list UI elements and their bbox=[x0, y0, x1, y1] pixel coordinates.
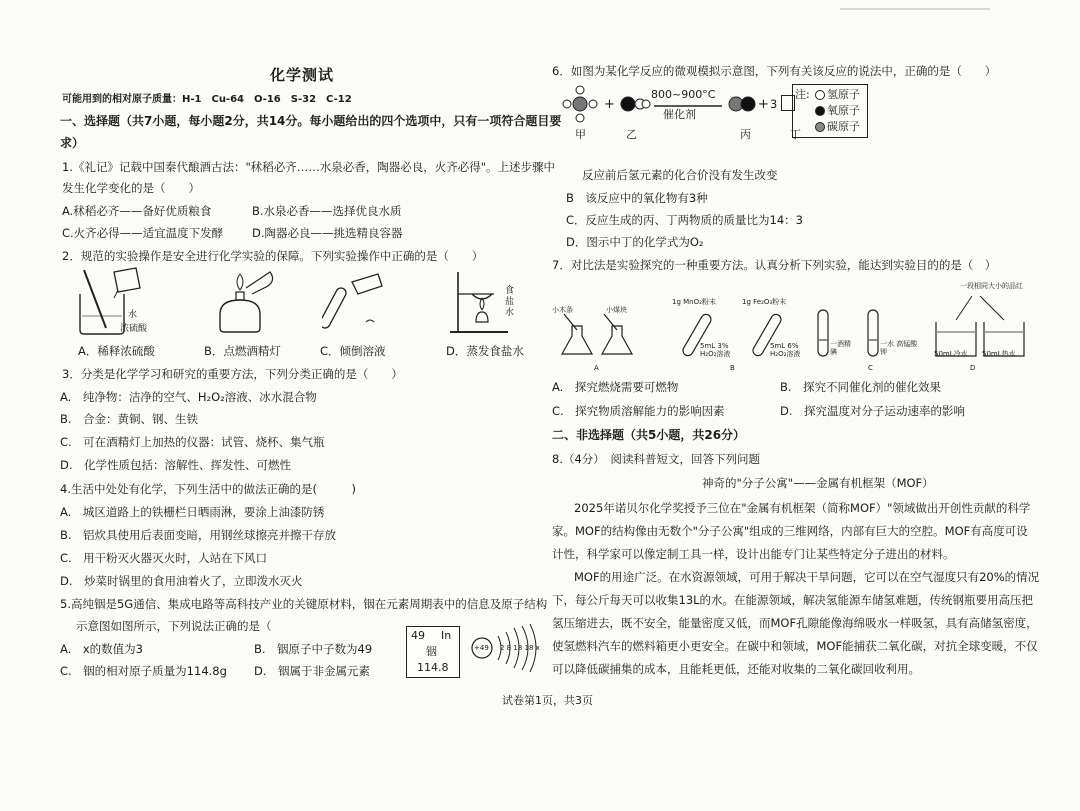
q5-option-d: D. 铟属于非金属元素 bbox=[254, 664, 371, 678]
q1-stem: 1.《礼记》记载中国秦代酿酒古法："秫稻必齐……水泉必香，陶器必良，火齐必得"。上述步骤中 bbox=[62, 160, 556, 174]
fig-label-acid: 浓硫酸 bbox=[120, 324, 148, 334]
fig-b-label-3pct: 5mL 3% H₂O₂溶液 bbox=[700, 342, 731, 358]
section2-heading: 二、非选择题（共5小题，共26分） bbox=[552, 428, 746, 442]
scan-artifact bbox=[840, 8, 990, 10]
fig-caption-b: B bbox=[730, 364, 735, 372]
article-p2-line4: 使氢燃料汽车的燃料箱更小更安全。在碳中和领域，MOF能捕获二氧化碳，对抗全球变暖，不仅 bbox=[552, 639, 1038, 653]
fig-label-salt-water: 食盐水 bbox=[505, 286, 515, 318]
q4-option-d: D. 炒菜时锅里的食用油着火了，立即泼水灭火 bbox=[60, 574, 303, 588]
reaction-condition-temp: 800~900°C bbox=[651, 88, 716, 101]
reaction-condition-catalyst: 催化剂 bbox=[663, 108, 696, 121]
legend-c-label: 碳原子 bbox=[827, 120, 860, 133]
q1-option-b: B.水泉必香——选择优良水质 bbox=[252, 204, 402, 218]
atom-shells: 2 8 18 18 x bbox=[500, 644, 540, 652]
fig-c-label-water: 一水 高锰酸钾 bbox=[880, 340, 918, 356]
label-ding: 丁 bbox=[790, 128, 801, 141]
legend-c-icon bbox=[815, 122, 825, 132]
q3-option-d: D. 化学性质包括：溶解性、挥发性、可燃性 bbox=[60, 458, 292, 472]
page-footer: 试卷第1页，共3页 bbox=[502, 694, 593, 707]
article-p2-line5: 可以降低碳捕集的成本，且能耗更低，还能对收集的二氧化碳回收利用。 bbox=[552, 662, 920, 676]
q4-option-c: C. 用干粉灭火器灭火时，人站在下风口 bbox=[60, 551, 268, 565]
article-p2-line2: 下，每公斤每天可以收集13L的水。在能源领域，解决氢能源车储氢难题，传统钢瓶要用高压把 bbox=[552, 593, 1034, 607]
element-symbol: In bbox=[441, 629, 452, 642]
q6-option-c: C．反应生成的丙、丁两物质的质量比为14：3 bbox=[566, 213, 803, 227]
q7-option-b: B. 探究不同催化剂的催化效果 bbox=[780, 380, 942, 394]
q2-stem: 2．规范的实验操作是安全进行化学实验的保障。下列实验操作中正确的是（ ） bbox=[62, 249, 484, 263]
legend-h-label: 氢原子 bbox=[827, 88, 860, 101]
fig-b-label-fe2o3: 1g Fe₂O₃粉末 bbox=[742, 298, 787, 306]
element-number: 49 bbox=[411, 629, 425, 642]
q6-option-b: B 该反应中的氧化物有3种 bbox=[566, 191, 708, 205]
fig-alcohol-lamp bbox=[210, 270, 280, 338]
element-mass: 114.8 bbox=[417, 661, 449, 674]
atom-nucleus: +49 bbox=[474, 644, 489, 652]
fig-b-label-mno2: 1g MnO₂粉末 bbox=[672, 298, 716, 306]
fig-caption-c: C bbox=[868, 364, 873, 372]
fig-caption-a: A bbox=[594, 364, 599, 372]
fig-d-label-hot: 50mL热水 bbox=[982, 350, 1016, 358]
legend-o-icon bbox=[815, 106, 825, 116]
q5-stem: 5.高纯铟是5G通信、集成电路等高科技产业的关键原材料，铟在元素周期表中的信息及原子结构 bbox=[60, 597, 548, 611]
legend-box bbox=[792, 84, 868, 138]
q6-option-a: 反应前后氢元素的化合价没有发生改变 bbox=[582, 168, 778, 182]
q1-stem-cont: 发生化学变化的是（ ） bbox=[62, 181, 200, 195]
q7-option-d: D. 探究温度对分子运动速率的影响 bbox=[780, 404, 966, 418]
q7-option-a: A. 探究燃烧需要可燃物 bbox=[552, 380, 679, 394]
fig-a-label-coal: 小煤块 bbox=[606, 306, 627, 314]
label-jia: 甲 bbox=[575, 128, 586, 141]
q5-option-a: A. x的数值为3 bbox=[60, 642, 143, 656]
q2-option-a: A．稀释浓硫酸 bbox=[78, 344, 155, 358]
fig-a-label-wood: 小木条 bbox=[552, 306, 573, 314]
reaction-coefficient: 3 bbox=[770, 97, 778, 111]
article-p1-line3: 计性，科学家可以像定制工具一样，设计出能专门让某些特定分子进出的材料。 bbox=[552, 547, 955, 561]
q6-option-d: D．图示中丁的化学式为O₂ bbox=[566, 235, 704, 249]
q7-option-c: C. 探究物质溶解能力的影响因素 bbox=[552, 404, 725, 418]
section1-heading: 一、选择题（共7小题，每小题2分，共14分。每小题给出的四个选项中，只有一项符合题目要 bbox=[60, 114, 562, 128]
q3-option-c: C. 可在酒精灯上加热的仪器：试管、烧杯、集气瓶 bbox=[60, 435, 325, 449]
fig-c-label-ethanol: 一酒精 碘 bbox=[830, 340, 851, 356]
q7-stem: 7．对比法是实验探究的一种重要方法。认真分析下列实验，能达到实验目的的是（ ） bbox=[552, 258, 997, 272]
q2-option-b: B．点燃酒精灯 bbox=[204, 344, 281, 358]
q5-option-b: B. 铟原子中子数为49 bbox=[254, 642, 373, 656]
fig-label-water: 水 bbox=[128, 310, 138, 320]
section1-heading-cont: 求） bbox=[60, 136, 85, 150]
q1-option-a: A.秫稻必齐——备好优质粮食 bbox=[62, 204, 212, 218]
q2-option-d: D．蒸发食盐水 bbox=[446, 344, 524, 358]
legend-title: 注: bbox=[795, 88, 810, 101]
q8-stem: 8.（4分） 阅读科普短文，回答下列问题 bbox=[552, 452, 761, 466]
q5-option-c: C. 铟的相对原子质量为114.8g bbox=[60, 664, 227, 678]
legend-h-icon bbox=[815, 90, 825, 100]
svg-text:+: + bbox=[758, 97, 769, 112]
q3-option-b: B. 合金：黄铜、钢、生铁 bbox=[60, 412, 199, 426]
article-p2-line3: 氢压缩进去，既不安全，能量密度又低，而MOF孔隙能像海绵吸水一样吸氢，具有高储氢密度， bbox=[552, 616, 1038, 630]
periodic-cell bbox=[406, 626, 460, 678]
fig-d-label-cold: 50mL冷水 bbox=[934, 350, 968, 358]
article-p1-line2: 家。MOF的结构像由无数个"分子公寓"组成的三维网络，内部有巨大的空腔。MOF有高度可设 bbox=[552, 524, 1028, 538]
q6-stem: 6．如图为某化学反应的微观模拟示意图，下列有关该反应的说法中，正确的是（ ） bbox=[552, 64, 997, 78]
legend-o-label: 氧原子 bbox=[827, 104, 860, 117]
article-p1-line1: 2025年诺贝尔化学奖授予三位在"金属有机框架（简称MOF）"领域做出开创性贡献的科学 bbox=[574, 501, 1031, 515]
q1-option-d: D.陶器必良——挑选精良容器 bbox=[252, 226, 403, 240]
q2-option-c: C．倾倒溶液 bbox=[320, 344, 386, 358]
fig-pour-solution bbox=[322, 272, 392, 336]
q1-option-c: C.火齐必得——适宜温度下发酵 bbox=[62, 226, 224, 240]
article-title: 神奇的"分子公寓"——金属有机框架（MOF） bbox=[702, 476, 934, 490]
q3-stem: 3．分类是化学学习和研究的重要方法，下列分类正确的是（ ） bbox=[62, 367, 403, 381]
fig-b-label-6pct: 5mL 6% H₂O₂溶液 bbox=[770, 342, 801, 358]
q4-stem: 4.生活中处处有化学，下列生活中的做法正确的是( ) bbox=[60, 482, 356, 496]
article-p2-line1: MOF的用途广泛。在水资源领域，可用于解决干旱问题，它可以在空气湿度只有20%的情况 bbox=[574, 570, 1040, 584]
fig-evaporate bbox=[448, 268, 528, 338]
q4-option-b: B. 铝炊具使用后表面变暗，用钢丝球擦亮并擦干存放 bbox=[60, 528, 337, 542]
q4-option-a: A. 城区道路上的铁栅栏日晒雨淋，要涂上油漆防锈 bbox=[60, 505, 325, 519]
fig-top-right-label: 一段相同大小的品红 bbox=[960, 282, 1023, 290]
q5-stem-cont: 示意图如图所示，下列说法正确的是（ bbox=[76, 619, 272, 633]
label-yi: 乙 bbox=[626, 128, 637, 141]
svg-text:+: + bbox=[604, 97, 615, 112]
page-title: 化学测试 bbox=[270, 66, 335, 84]
label-bing: 丙 bbox=[740, 128, 751, 141]
atomic-masses: 可能用到的相对原子质量：H-1 Cu-64 O-16 S-32 C-12 bbox=[62, 94, 352, 105]
element-name: 铟 bbox=[426, 645, 437, 658]
q3-option-a: A. 纯净物：洁净的空气、H₂O₂溶液、冰水混合物 bbox=[60, 390, 317, 404]
fig-caption-d: D bbox=[970, 364, 976, 372]
